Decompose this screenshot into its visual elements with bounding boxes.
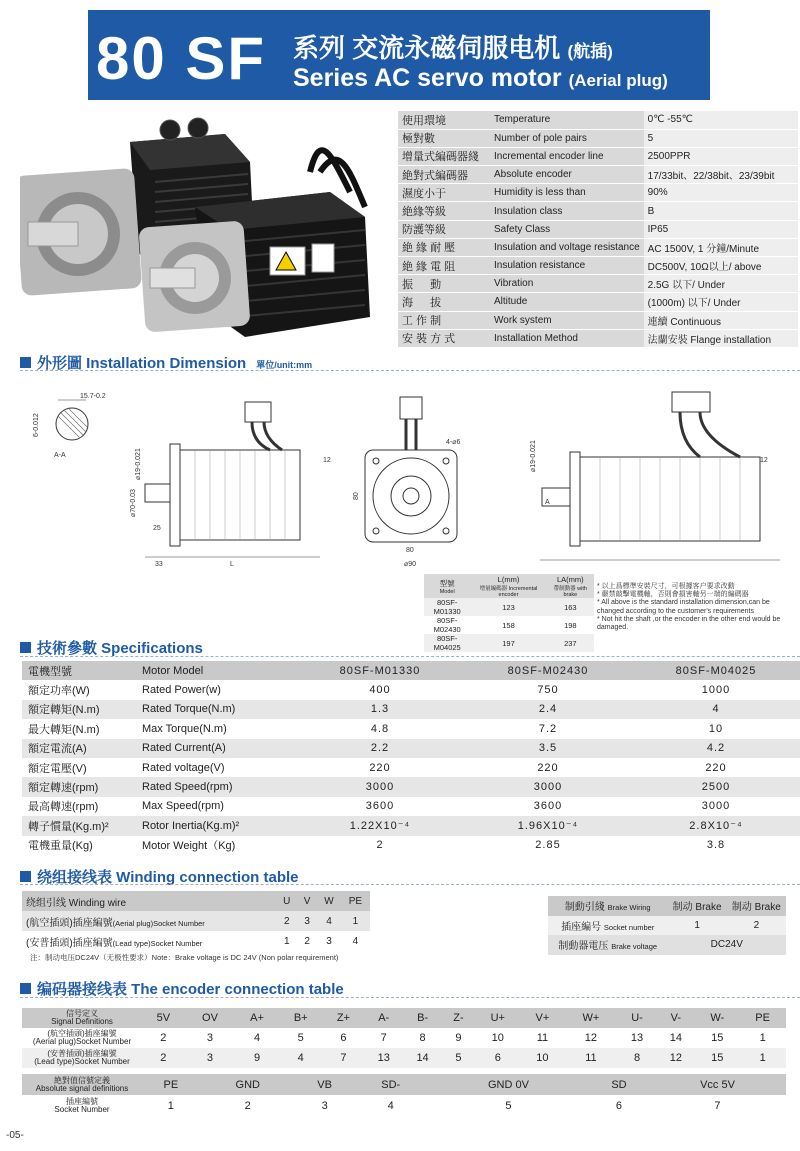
env-label-en: Insulation and voltage resistance — [490, 238, 644, 256]
encoder-label-cn: 信号定义 — [66, 1009, 98, 1018]
spec-label-cn: 電機重量(Kg) — [28, 840, 93, 853]
abs-cell: VB — [296, 1074, 354, 1095]
len-cell: 158 — [502, 620, 515, 630]
dim-shaft-dia: ⌀19-0.021 — [135, 448, 142, 480]
spec-header-cn: 電機型號 — [22, 661, 136, 680]
spec-value: 3600 — [533, 800, 563, 813]
dim-section-label: A-A — [54, 452, 66, 459]
abs-label-en: Socket Number — [54, 1104, 110, 1114]
spec-value: 3000 — [464, 777, 632, 796]
spec-table — [22, 661, 800, 855]
winding-row-label: (安普插頭)插座編號(Lead type)Socket Number — [26, 937, 203, 949]
encoder-label-cn: (航空插頭)插座編號 — [47, 1029, 117, 1038]
env-label-en: Incremental encoder line — [490, 147, 644, 165]
spec-label-en: Max Torque(N.m) — [142, 722, 227, 735]
env-row — [398, 293, 798, 311]
abs-cell: 4 — [387, 1099, 394, 1112]
env-label-en: Number of pole pairs — [490, 129, 644, 147]
encoder-label-en: (Aerial plug)Socket Number — [32, 1037, 132, 1046]
encoder-cell: 13 — [630, 1032, 644, 1044]
env-label-cn: 防護等級 — [398, 220, 490, 238]
env-label-cn: 振 動 — [398, 275, 490, 293]
dim-shaft-length: 33 — [155, 561, 163, 568]
spec-label-en: Rated Speed(rpm) — [136, 777, 296, 796]
dim-key-width: 15.7-0.2 — [80, 393, 106, 400]
spec-value: 220 — [705, 761, 727, 774]
brake-col: 制动 Brake — [727, 896, 786, 916]
winding-header-label: 绕组引线 Winding wire — [22, 891, 276, 911]
spec-value: 2.2 — [296, 739, 464, 758]
encoder-cell: Z+ — [323, 1008, 365, 1028]
env-value: 法蘭安裝 Flange installation — [644, 329, 798, 347]
len-cell: 163 — [547, 598, 594, 616]
encoder-cell: 3 — [206, 1032, 214, 1044]
spec-value: 4.2 — [632, 739, 800, 758]
spec-row — [22, 816, 800, 835]
spec-value: 3.5 — [464, 739, 632, 758]
encoder-label-en: (Lead type)Socket Number — [34, 1057, 130, 1066]
spec-value: 220 — [537, 761, 559, 774]
env-row — [398, 257, 798, 275]
encoder-cell: 10 — [521, 1048, 565, 1068]
env-value: 17/33bit、22/38bit、23/39bit — [644, 166, 798, 184]
square-bullet-icon — [20, 983, 31, 994]
env-value: B — [644, 202, 798, 220]
brake-table — [548, 896, 786, 955]
env-value: 2.5G 以下/ Under — [644, 275, 798, 293]
spec-label-cn: 額定轉速(rpm) — [22, 777, 136, 796]
brake-header-row — [548, 896, 786, 916]
spec-value: 4.8 — [370, 722, 390, 735]
encoder-signal-row — [22, 1008, 786, 1028]
env-label-en: Work system — [490, 311, 644, 329]
winding-cell: 4 — [317, 911, 341, 931]
spec-row — [22, 836, 800, 855]
spec-value: 400 — [369, 684, 391, 697]
encoder-cell: 2 — [160, 1032, 167, 1044]
spec-title: 技術參數 Specifications — [20, 637, 203, 658]
encoder-cell: 5 — [442, 1048, 475, 1068]
spec-model: 80SF-M04025 — [632, 661, 800, 680]
encoder-cell: Z- — [442, 1008, 475, 1028]
abs-label-cn: 插座編號 — [66, 1096, 98, 1106]
spec-row — [22, 700, 800, 719]
dim-shaft-dia-2: ⌀19-0.021 — [530, 440, 537, 472]
env-label-cn: 工 作 制 — [398, 311, 490, 329]
spec-header-row — [22, 661, 800, 680]
encoder-cell: A- — [364, 1008, 403, 1028]
dimension-drawing — [20, 372, 800, 572]
spec-value: 1000 — [701, 684, 731, 697]
winding-cell: 3 — [326, 935, 332, 947]
encoder-cell: 9 — [235, 1048, 279, 1068]
len-cell: 237 — [547, 634, 594, 652]
winding-row — [22, 911, 370, 931]
winding-cell: 3 — [297, 911, 317, 931]
spec-row — [22, 719, 800, 738]
env-row — [398, 275, 798, 293]
abs-cell: 3 — [321, 1099, 328, 1112]
brake-voltage-label: 制動器電压 Brake voltage — [548, 935, 668, 955]
section-divider — [20, 656, 800, 657]
winding-col: U — [276, 891, 297, 911]
env-label-cn: 增量式編碼器綫 — [398, 147, 490, 165]
env-value: DC500V, 10Ω以上/ above — [644, 257, 798, 275]
dim-body-length: L — [230, 561, 234, 568]
encoder-cell: B+ — [279, 1008, 323, 1028]
square-bullet-icon — [20, 357, 31, 368]
env-row — [398, 220, 798, 238]
page-number: -05- — [6, 1130, 24, 1141]
encoder-cell: 15 — [695, 1048, 739, 1068]
spec-value: 4 — [632, 700, 800, 719]
spec-label-en: Rated Power(w) — [142, 684, 221, 697]
winding-cell: 2 — [276, 911, 297, 931]
winding-cell: 1 — [284, 935, 290, 947]
abs-cell: SD — [589, 1074, 649, 1095]
encoder-cell: 14 — [403, 1048, 442, 1068]
env-label-cn: 濕度小于 — [398, 184, 490, 202]
install-notes — [597, 583, 797, 632]
env-label-cn: 安 裝 方 式 — [398, 329, 490, 347]
encoder-aerial-row — [22, 1028, 786, 1048]
title-en: Series AC servo motor (Aerial plug) — [293, 64, 668, 92]
abs-label-cn: 絶對值信號定義 — [54, 1075, 110, 1085]
brake-voltage-row — [548, 935, 786, 955]
dim-width: 80 — [406, 547, 414, 554]
square-bullet-icon — [20, 871, 31, 882]
len-row — [424, 616, 594, 634]
encoder-cell: B- — [403, 1008, 442, 1028]
encoder-cell: 12 — [584, 1032, 598, 1044]
encoder-row-label — [22, 1008, 142, 1028]
env-row — [398, 329, 798, 347]
spec-row — [22, 797, 800, 816]
brake-socket-row — [548, 916, 786, 936]
spec-value: 2.8X10⁻⁴ — [632, 816, 800, 835]
encoder-cell: U+ — [475, 1008, 521, 1028]
abs-cell: PE — [142, 1074, 200, 1095]
env-label-cn: 絶緣等級 — [398, 202, 490, 220]
spec-header-en: Motor Model — [136, 661, 296, 680]
env-value: 0℃ -55℃ — [644, 111, 798, 129]
encoder-cell: 1 — [739, 1048, 786, 1068]
encoder-cell: 5 — [297, 1032, 304, 1044]
dim-connector-offset: 12 — [323, 457, 331, 464]
env-label-cn: 使用環境 — [398, 111, 490, 129]
abs-row-label — [22, 1074, 142, 1095]
winding-col: W — [317, 891, 341, 911]
section-divider — [20, 997, 800, 998]
winding-row-label: (航空插頭)插座編號(Aerial plug)Socket Number — [22, 911, 276, 931]
encoder-label-cn: (安普插頭)插座編號 — [47, 1049, 117, 1058]
env-row — [398, 238, 798, 256]
winding-title: 绕组接线表 Winding connection table — [20, 866, 299, 887]
dim-spigot-dia: ⌀70-0.03 — [130, 489, 137, 517]
spec-value: 3000 — [296, 777, 464, 796]
encoder-cell: 8 — [618, 1048, 657, 1068]
spec-label-en: Max Speed(rpm) — [142, 800, 224, 813]
length-table — [424, 574, 594, 652]
env-label-en: Safety Class — [490, 220, 644, 238]
spec-value: 220 — [369, 761, 391, 774]
encoder-cell: 14 — [669, 1032, 682, 1044]
encoder-cell: 10 — [491, 1032, 504, 1044]
spec-label-en: Motor Weight（Kg) — [142, 840, 236, 853]
abs-socket-row — [22, 1095, 786, 1116]
env-value: AC 1500V, 1 分鐘/Minute — [644, 238, 798, 256]
env-value: 5 — [644, 129, 798, 147]
len-header-l: L(mm) 增量編碼器 Incremental encoder — [470, 574, 546, 598]
brake-socket-label: 插座編号 Socket number — [548, 916, 668, 936]
env-label-en: Temperature — [490, 111, 644, 129]
env-row — [398, 111, 798, 129]
spec-label-cn: 額定電流(A) — [22, 739, 136, 758]
spec-label-cn: 最大轉矩(N.m) — [28, 723, 100, 736]
env-value: 2500PPR — [644, 147, 798, 165]
spec-value: 750 — [537, 684, 559, 697]
spec-value: 2.85 — [535, 839, 561, 852]
spec-value: 7.2 — [538, 722, 558, 735]
dim-holes: 4-⌀6 — [446, 439, 461, 446]
env-label-cn: 絶 緣 耐 壓 — [398, 238, 490, 256]
dim-flange: 25 — [153, 525, 161, 532]
env-row — [398, 202, 798, 220]
abs-cell: GND 0V — [428, 1074, 589, 1095]
env-label-en: Humidity is less than — [490, 184, 644, 202]
encoder-cell: 8 — [419, 1032, 426, 1044]
env-value: 90% — [644, 184, 798, 202]
brake-col: 制动 Brake — [668, 896, 727, 916]
spec-model: 80SF-M02430 — [464, 661, 632, 680]
encoder-cell: 7 — [323, 1048, 365, 1068]
winding-cell: 2 — [304, 935, 310, 947]
abs-cell: 5 — [505, 1099, 512, 1112]
env-row — [398, 184, 798, 202]
spec-value: 1.96X10⁻⁴ — [464, 816, 632, 835]
len-row — [424, 598, 594, 616]
winding-col: PE — [341, 891, 370, 911]
spec-value: 1.22X10⁻⁴ — [296, 816, 464, 835]
encoder-row-label — [22, 1048, 142, 1068]
section-divider — [20, 370, 800, 371]
section-divider — [20, 884, 800, 885]
square-bullet-icon — [20, 642, 31, 653]
env-label-cn: 絶對式編碼器 — [398, 166, 490, 184]
spec-label-cn: 額定電壓(V) — [28, 762, 87, 775]
spec-row — [22, 680, 800, 699]
abs-header-row — [22, 1074, 786, 1095]
encoder-cell: 4 — [279, 1048, 323, 1068]
abs-cell: SD- — [353, 1074, 427, 1095]
spec-label-en: Rotor Inertia(Kg.m)² — [136, 816, 296, 835]
spec-label-cn: 額定轉矩(N.m) — [22, 700, 136, 719]
dim-flange-dia: ⌀90 — [404, 561, 417, 568]
encoder-cell: W- — [695, 1008, 739, 1028]
encoder-cell: PE — [739, 1008, 786, 1028]
spec-value: 3600 — [365, 800, 395, 813]
env-row — [398, 166, 798, 184]
encoder-row-label — [22, 1028, 142, 1048]
dim-height: 80 — [353, 492, 360, 500]
env-value: (1000m) 以下/ Under — [644, 293, 798, 311]
spec-label-cn: 轉子慣量(Kg.m)² — [22, 816, 136, 835]
winding-cell: 4 — [352, 935, 359, 947]
winding-col: V — [297, 891, 317, 911]
encoder-cell: V+ — [521, 1008, 565, 1028]
encoder-cell: 5V — [142, 1008, 185, 1028]
encoder-cell: 6 — [340, 1032, 347, 1044]
spec-value: 2500 — [632, 777, 800, 796]
len-cell: 80SF-M01330 — [424, 598, 470, 616]
brake-voltage: DC24V — [668, 935, 787, 955]
abs-cell: Vcc 5V — [649, 1074, 786, 1095]
encoder-cell: 12 — [656, 1048, 695, 1068]
winding-table — [22, 891, 370, 951]
spec-value: 2 — [376, 839, 384, 852]
env-value: 連續 Continuous — [644, 311, 798, 329]
spec-label-cn: 額定功率(W) — [28, 685, 90, 698]
winding-header-row — [22, 891, 370, 911]
env-label-en: Altitude — [490, 293, 644, 311]
note-line: * 嚴禁敲擊電機軸，否則會損害軸另一端的編碼器 — [597, 591, 749, 599]
winding-note: 注：制动电压DC24V（无极性要求）Note：Brake voltage is DC 24V (Non polar requirement) — [30, 953, 339, 962]
env-value: IP65 — [644, 220, 798, 238]
encoder-cell: W+ — [564, 1008, 617, 1028]
encoder-cell: A+ — [235, 1008, 279, 1028]
spec-label-en: Rated Current(A) — [136, 739, 296, 758]
environment-table — [398, 111, 798, 348]
note-line: * Not hit the shaft ,or the encoder in the other end would be damaged. — [597, 615, 781, 632]
encoder-cell: OV — [185, 1008, 235, 1028]
env-label-en: Absolute encoder — [490, 166, 644, 184]
encoder-cell: 11 — [536, 1032, 549, 1044]
title-cn: 系列 交流永磁伺服电机 (航插) — [293, 33, 613, 63]
winding-cell: 1 — [341, 911, 370, 931]
abs-label-en: Absolute signal definitions — [35, 1083, 129, 1093]
env-row — [398, 147, 798, 165]
env-label-en: Installation Method — [490, 329, 644, 347]
len-cell: 80SF-M02430 — [433, 616, 461, 634]
note-line: * All above is the standard installation dimension,can be changed according to the customer's requirements — [597, 599, 770, 615]
spec-row — [22, 758, 800, 777]
encoder-cell: 4 — [253, 1032, 261, 1044]
encoder-cell: 3 — [185, 1048, 235, 1068]
spec-label-en: Rated Torque(N.m) — [136, 700, 296, 719]
encoder-lead-row — [22, 1048, 786, 1068]
encoder-cell: V- — [656, 1008, 695, 1028]
title-banner — [88, 10, 710, 100]
abs-cell: 2 — [244, 1099, 251, 1112]
env-label-cn: 絶 緣 電 阻 — [398, 257, 490, 275]
motor-photo — [20, 112, 380, 344]
env-row — [398, 129, 798, 147]
encoder-cell: 13 — [364, 1048, 403, 1068]
dim-connector-offset-2: 12 — [760, 457, 768, 464]
env-row — [398, 311, 798, 329]
env-label-en: Vibration — [490, 275, 644, 293]
brake-wiring-label: 制動引綫 Brake Wiring — [548, 896, 668, 916]
len-header-la: LA(mm) 帶制動器 with brake — [547, 574, 594, 598]
spec-row — [22, 777, 800, 796]
dim-section-marker: A — [545, 499, 550, 506]
len-header-model: 型號 Model — [424, 574, 470, 598]
encoder-cell: 2 — [142, 1048, 185, 1068]
encoder-title: 编码器接线表 The encoder connection table — [20, 978, 344, 999]
note-line: * 以上爲標準安裝尺寸，可根據客户要求改動 — [597, 583, 735, 590]
installation-title: 外形圖 Installation Dimension 單位/unit:mm — [20, 352, 312, 373]
len-cell: 80SF-M04025 — [424, 634, 470, 652]
abs-row-label — [22, 1095, 142, 1116]
spec-label-en: Rated voltage(V) — [142, 761, 225, 774]
winding-row — [22, 931, 370, 951]
brake-cell: 1 — [668, 916, 727, 936]
spec-model: 80SF-M01330 — [296, 661, 464, 680]
model-title: 80 SF — [96, 25, 267, 92]
encoder-cell: 7 — [380, 1032, 387, 1044]
abs-cell: 6 — [615, 1099, 623, 1112]
spec-value: 3.8 — [706, 839, 726, 852]
encoder-cell: 9 — [455, 1032, 462, 1044]
dim-key-depth: 6-0.012 — [33, 413, 40, 437]
encoder-cell: 11 — [564, 1048, 617, 1068]
encoder-cell: 6 — [475, 1048, 521, 1068]
len-cell: 197 — [470, 634, 546, 652]
spec-value: 1.3 — [296, 700, 464, 719]
spec-value: 2.4 — [464, 700, 632, 719]
encoder-table — [22, 1008, 786, 1068]
encoder-cell: U- — [618, 1008, 657, 1028]
env-label-cn: 極對數 — [398, 129, 490, 147]
abs-cell: GND — [200, 1074, 296, 1095]
abs-cell: 1 — [167, 1099, 174, 1112]
brake-cell: 2 — [727, 916, 786, 936]
spec-row — [22, 739, 800, 758]
absolute-encoder-table — [22, 1074, 786, 1116]
encoder-cell: 1 — [759, 1032, 766, 1044]
encoder-cell: 15 — [711, 1032, 724, 1044]
len-cell: 198 — [564, 620, 577, 630]
spec-value: 10 — [708, 722, 724, 735]
env-label-en: Insulation class — [490, 202, 644, 220]
env-label-en: Insulation resistance — [490, 257, 644, 275]
len-row — [424, 634, 594, 652]
spec-value: 3000 — [701, 800, 731, 813]
encoder-label-en: Signal Definitions — [51, 1017, 113, 1026]
len-cell: 123 — [470, 598, 546, 616]
env-label-cn: 海 拔 — [398, 293, 490, 311]
abs-cell: 7 — [714, 1099, 721, 1112]
spec-label-cn: 最高轉速(rpm) — [28, 801, 99, 814]
